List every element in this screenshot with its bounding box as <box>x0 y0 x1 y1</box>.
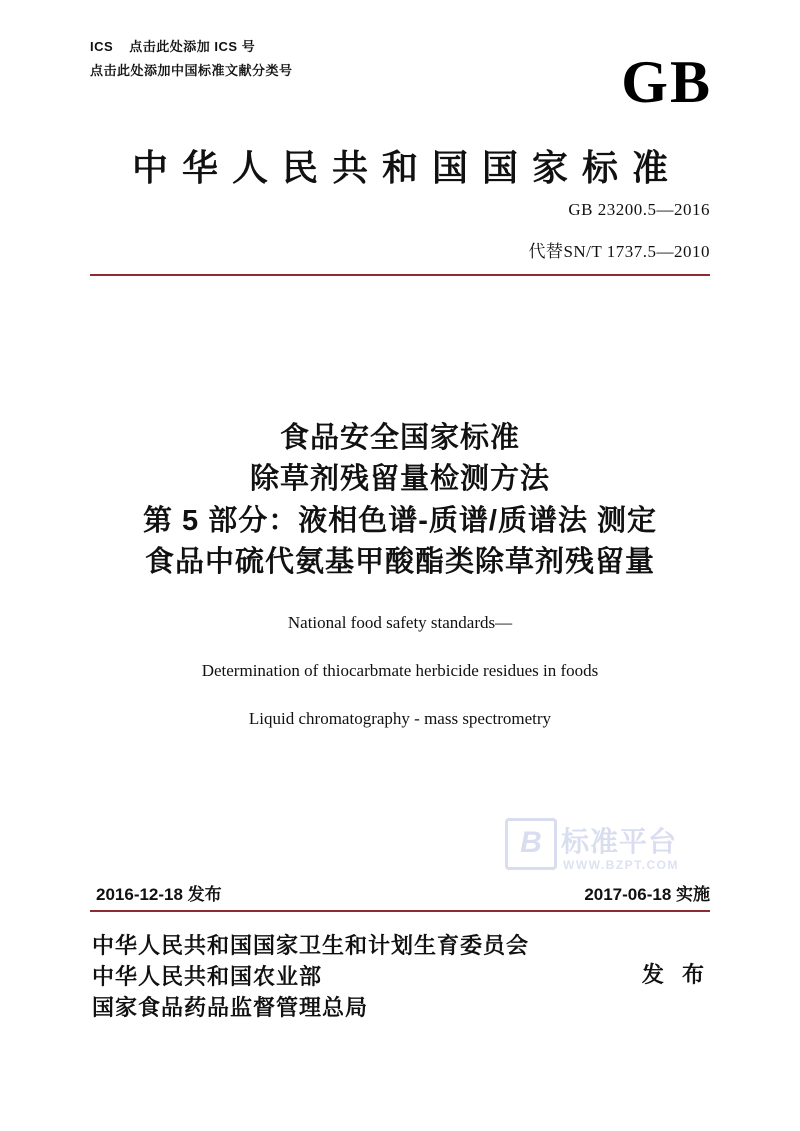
divider-bottom <box>90 910 710 912</box>
classification-number: 点击此处添加中国标准文献分类号 <box>90 63 293 78</box>
watermark <box>505 816 755 886</box>
implementation-date: 2017-06-18 实施 <box>584 885 710 904</box>
title-cn-line-3: 第 5 部分：液相色谱-质谱/质谱法 测定 <box>142 504 657 537</box>
divider-top <box>90 274 710 276</box>
watermark-name: 标准平台 <box>561 826 678 857</box>
header-meta <box>90 36 710 79</box>
watermark-url: WWW.BZPT.COM <box>563 858 679 872</box>
publisher-list <box>92 930 652 1024</box>
publisher-line-3: 国家食品药品监督管理总局 <box>92 995 369 1021</box>
ics-value: 点击此处添加 ICS 号 <box>129 39 256 54</box>
watermark-logo-icon: B <box>505 818 557 870</box>
publisher-line-1: 中华人民共和国国家卫生和计划生育委员会 <box>92 933 530 958</box>
title-en-line-3: Liquid chromatography - mass spectrometry <box>248 709 552 729</box>
title-cn-line-1: 食品安全国家标准 <box>279 422 520 454</box>
title-english <box>60 612 740 730</box>
publisher-line-2: 中华人民共和国农业部 <box>92 964 323 990</box>
ics-label: ICS <box>90 39 114 54</box>
ics-line <box>90 36 710 55</box>
issue-date: 2016-12-18 发布 <box>96 885 222 904</box>
standard-replaces: 代替SN/T 1737.5—2010 <box>528 242 710 261</box>
title-block <box>60 418 740 730</box>
gb-logo: GB <box>621 49 712 115</box>
publish-word: 发 布 <box>641 962 710 987</box>
title-en-line-1: National food safety standards— <box>287 612 513 632</box>
standard-number: GB 23200.5—2016 <box>568 200 710 219</box>
title-en-line-2: Determination of thiocarbmate herbicide residues in foods <box>201 661 599 681</box>
title-cn-line-4: 食品中硫代氨基甲酸酯类除草剂残留量 <box>144 546 655 579</box>
national-standard-title: 中华人民共和国国家标准 <box>131 147 682 188</box>
title-chinese <box>60 418 740 584</box>
title-cn-line-2: 除草剂残留量检测方法 <box>249 463 550 496</box>
